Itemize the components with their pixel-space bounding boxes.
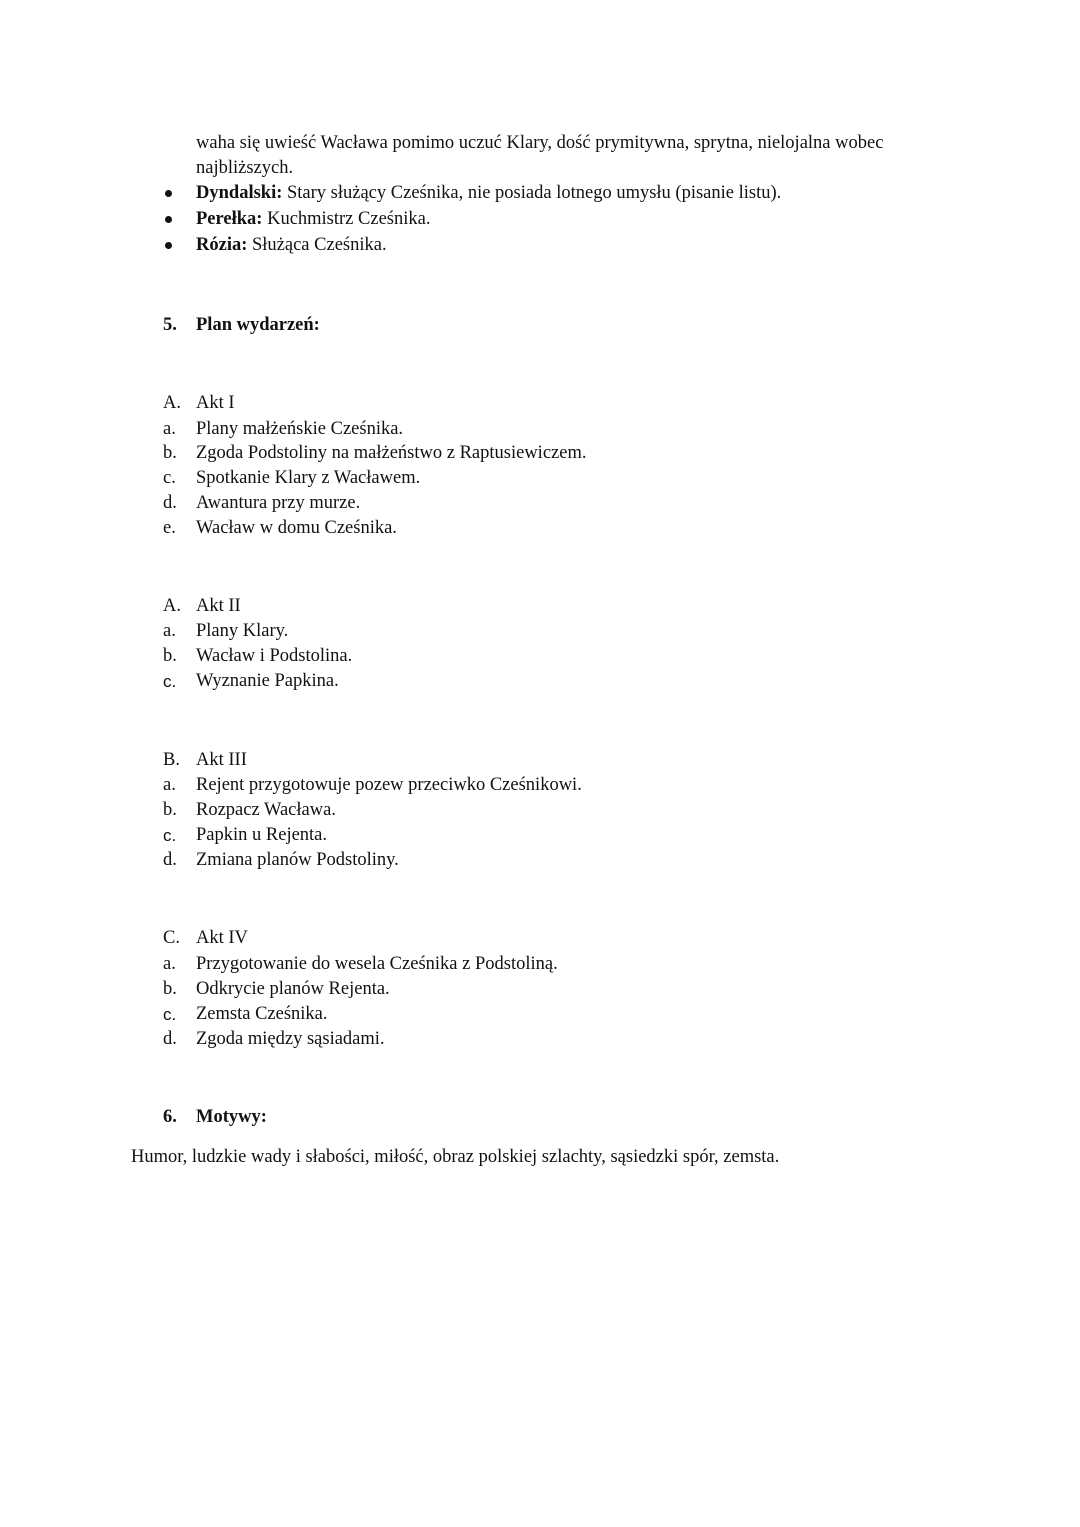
character-desc: Służąca Cześnika. (247, 235, 387, 255)
act-title: Akt II (196, 596, 241, 616)
item-text: Rozpacz Wacława. (196, 800, 336, 820)
item-label: c. (163, 826, 177, 845)
item-label: b. (163, 800, 177, 820)
item-text: Papkin u Rejenta. (196, 825, 328, 845)
act-title: Akt I (196, 393, 235, 413)
item-label: d. (163, 850, 177, 870)
character-item-dyndalski (196, 181, 781, 206)
item-label: d. (163, 1029, 177, 1049)
section-title: Motywy: (196, 1107, 267, 1127)
item-text: Odkrycie planów Rejenta. (196, 979, 390, 999)
section-title: Plan wydarzeń: (196, 315, 320, 335)
item-text: Zmiana planów Podstoliny. (196, 850, 399, 870)
item-text: Plany Klary. (196, 621, 289, 641)
item-label: b. (163, 443, 177, 463)
item-label: c. (163, 1005, 177, 1024)
item-text: Przygotowanie do wesela Cześnika z Podstoliną. (196, 954, 558, 974)
item-text: Spotkanie Klary z Wacławem. (196, 468, 421, 488)
character-name: Rózia: (196, 235, 248, 255)
character-desc: Stary służący Cześnika, nie posiada lotnego umysłu (pisanie listu). (282, 183, 782, 203)
item-text: Plany małżeńskie Cześnika. (196, 419, 404, 439)
item-text: Zemsta Cześnika. (196, 1004, 328, 1024)
character-item-perelka (196, 207, 430, 232)
act-label: B. (163, 750, 180, 770)
item-text: Awantura przy murze. (196, 493, 361, 513)
bullet-dot (165, 216, 172, 223)
item-label: c. (163, 672, 177, 691)
item-text: Rejent przygotowuje pozew przeciwko Cześnikowi. (196, 775, 582, 795)
item-label: b. (163, 979, 177, 999)
item-label: a. (163, 621, 176, 641)
act-label: A. (163, 596, 181, 616)
item-text: Zgoda Podstoliny na małżeństwo z Raptusiewiczem. (196, 443, 587, 463)
item-text: Wacław w domu Cześnika. (196, 518, 397, 538)
item-label: b. (163, 646, 177, 666)
character-desc: Kuchmistrz Cześnika. (262, 209, 431, 229)
character-name: Perełka: (196, 209, 263, 229)
item-label: d. (163, 493, 177, 513)
item-text: Wacław i Podstolina. (196, 646, 353, 666)
character-name: Dyndalski: (196, 183, 283, 203)
item-label: a. (163, 954, 176, 974)
item-text: Zgoda między sąsiadami. (196, 1029, 385, 1049)
item-label: c. (163, 468, 176, 488)
act-title: Akt IV (196, 928, 248, 948)
item-label: a. (163, 419, 176, 439)
character-item-rozia (196, 233, 387, 258)
item-label: a. (163, 775, 176, 795)
intro-line-2: najbliższych. (196, 158, 294, 178)
item-text: Wyznanie Papkina. (196, 671, 339, 691)
bullet-dot (165, 242, 172, 249)
act-label: C. (163, 928, 180, 948)
act-label: A. (163, 393, 181, 413)
item-label: e. (163, 518, 176, 538)
motifs-paragraph: Humor, ludzkie wady i słabości, miłość, obraz polskiej szlachty, sąsiedzki spór, zemsta. (131, 1147, 780, 1167)
section-number: 6. (163, 1107, 177, 1127)
intro-line-1: waha się uwieść Wacława pomimo uczuć Klary, dość prymitywna, sprytna, nielojalna wobec (196, 133, 884, 153)
section-number: 5. (163, 315, 177, 335)
act-title: Akt III (196, 750, 247, 770)
bullet-dot (165, 190, 172, 197)
